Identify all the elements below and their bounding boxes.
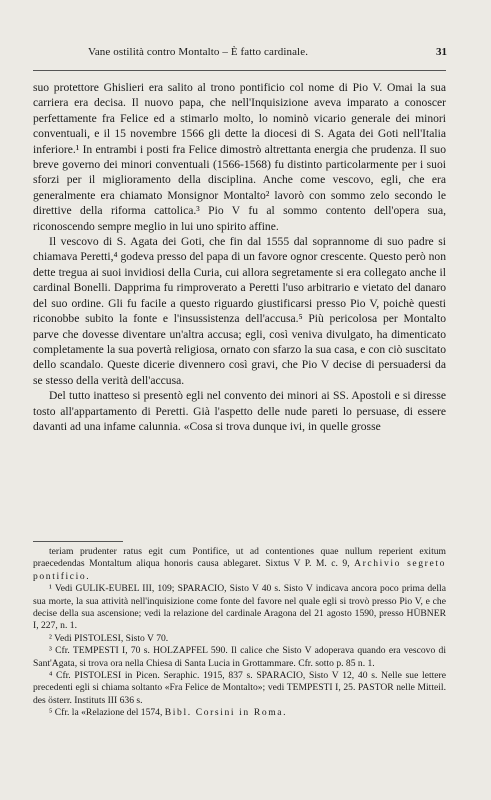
footnote: ⁴ Cfr. PISTOLESI in Picen. Seraphic. 1915, 837 s. SPARACIO, Sisto V 12, 40 s. Nelle sue lettere precedenti egli si chiama soltanto «Fra Felice de Montalto»; vedi TEMPESTI I, 25. PASTOR nelle Mitteil. des österr. Instituts III 636 s. <box>33 670 446 706</box>
footnote-continuation-text: teriam prudenter ratus egit cum Pontifice, ut ad contentiones quae nullum reperient exitum praecedendas Montaltum aliqua honoris causa ablegaret. Sixtus V P. M. c. 9, <box>33 546 446 570</box>
footnote-text: ⁵ Cfr. la «Relazione del 1574, <box>49 707 163 719</box>
footnote: ² Vedi PISTOLESI, Sisto V 70. <box>49 632 169 644</box>
header-rule <box>33 70 446 71</box>
paragraph: Del tutto inatteso si presentò egli nel convento dei minori ai SS. Apostoli e si diresse tosto all'appartamento di Peretti. Già l'aspetto delle nude pareti lo persuase, di essere davanti ad una infame calunnia. «Cosa si trova dunque ivi, in quelle grosse <box>33 389 446 433</box>
archive-name: Archivio segreto pontificio. <box>33 558 446 582</box>
footnote-rule <box>33 541 123 542</box>
footnote: ¹ Vedi GULIK-EUBEL III, 109; SPARACIO, Sisto V 40 s. Sisto V indicava ancora poco prima della sua morte, la sua attività nell'inquisizione come fonte del favore nel quale egli si trovò presso Pio V, e che decise della sua ascensione; vedi la relazione del cardinale Aragona del 21 agosto 1590, presso HÜBNER I, 227, n. 1. <box>33 583 446 632</box>
page-number: 31 <box>436 46 447 58</box>
paragraph: Il vescovo di S. Agata dei Goti, che fin dal 1555 dal soprannome di suo padre si chiamava Peretti,⁴ godeva presso del papa di un favore ognor crescente. Questo però non dette tregua ai suoi invidiosi della Curia, cui allora segretamente si era collegato anche il cardinal Bonelli. Dapprima fu rimproverato a Peretti l'uso arbitrario e vietato del danaro del suo ordine. Gli fu facile a questo riguardo giustificarsi presso Pio V, poichè questi riconobbe subito la fonte e l'insussistenza dell'accusa.⁵ Più pericolosa per Montalto parve che dovesse diventare un'altra accusa; egli, così veniva divulgato, ha dimenticato completamente la sua povertà religiosa, ornato con sfarzo la sua casa, e con ciò suscitato dello scandalo. Queste dicerie divennero così gravi, che Pio V decise di persuadersi da se stesso della verità dell'accusa. <box>33 235 446 387</box>
footnotes <box>33 546 446 720</box>
footnote <box>33 707 446 719</box>
footnote: ³ Cfr. TEMPESTI I, 70 s. HOLZAPFEL 590. Il calice che Sisto V adoperava quando era vescovo di Sant'Agata, si trova ora nella Chiesa di Santa Lucia in Grottammare. Cfr. sotto p. 85 n. 1. <box>33 645 446 669</box>
archive-name: Bibl. Corsini in Roma. <box>164 707 288 719</box>
footnote-continuation <box>33 546 446 583</box>
paragraph: suo protettore Ghislieri era salito al trono pontificio col nome di Pio V. Omai la sua carriera era decisa. Il nuovo papa, che nell'Inquisizione aveva imparato a conoscer perfettamente fra Felice ed a stimarlo molto, lo nominò vicario generale dei minori conventuali, e il 15 novembre 1566 gli dette la diocesi di S. Agata dei Goti nell'Italia inferiore.¹ In entrambi i posti fra Felice dimostrò altrettanta energia che prudenza. Il suo breve governo dei minori conventuali (1566-1568) fu distinto particolarmente per i suoi sforzi per il miglioramento della disciplina. Anche come vescovo, egli, che era generalmente era chiamato Monsignor Montalto² lavorò con sommo zelo secondo le direttive della riforma cattolica.³ Pio V fu al sommo contento dell'opera sua, riconoscendo sempre meglio in lui uno spirito affine. <box>33 81 446 233</box>
running-title: Vane ostilità contro Montalto – È fatto cardinale. <box>88 46 309 58</box>
main-text <box>33 80 446 434</box>
